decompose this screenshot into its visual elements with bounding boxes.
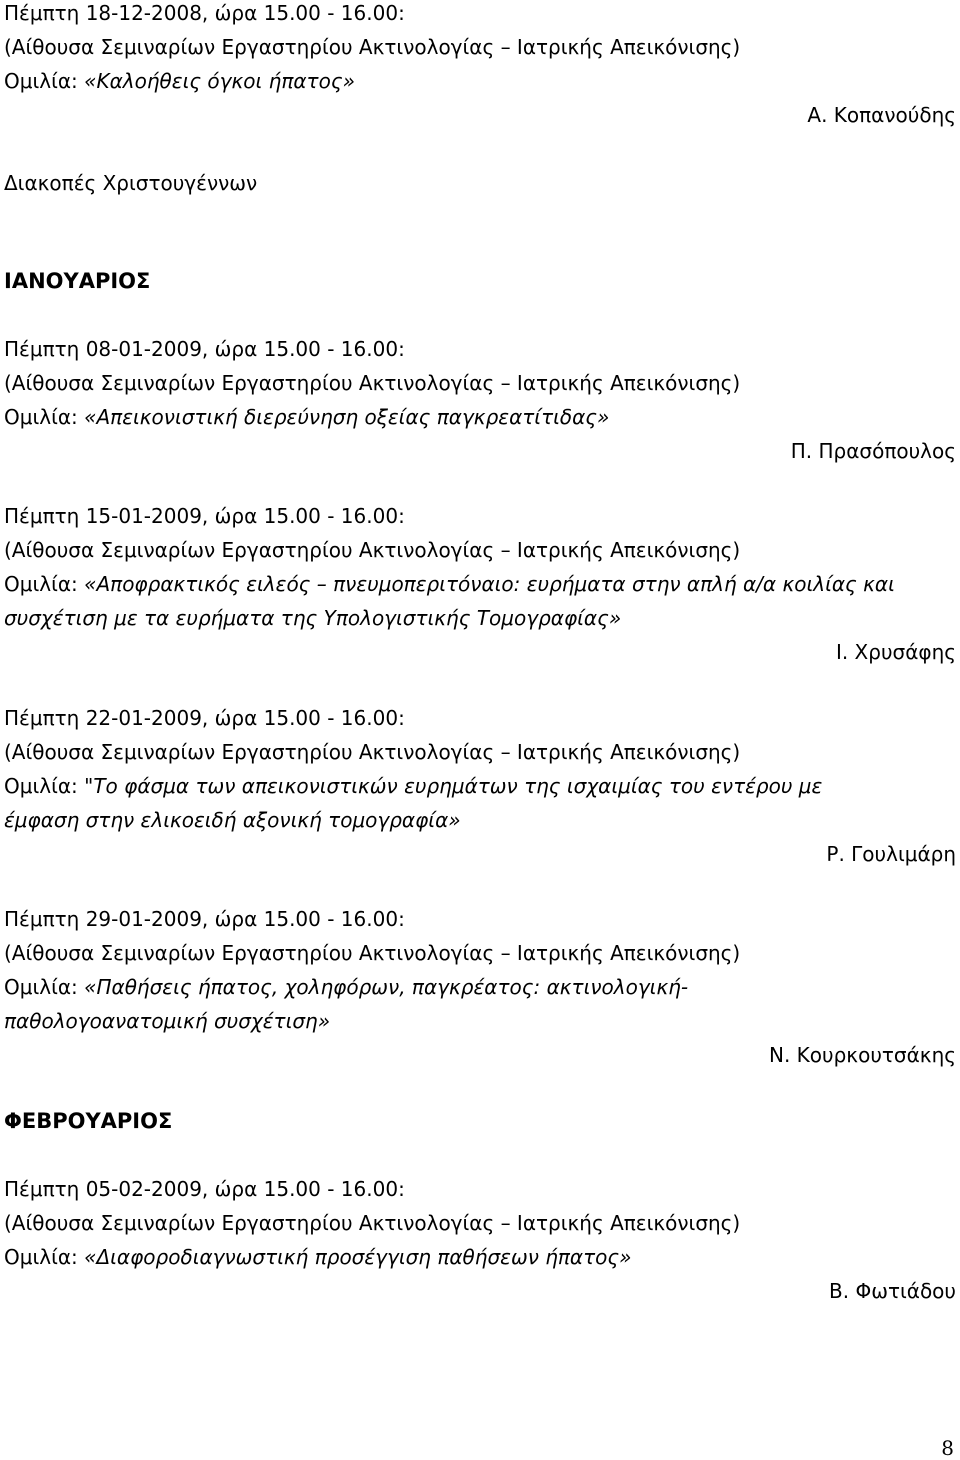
talk-title: «Καλοήθεις όγκοι ήπατος» xyxy=(84,69,355,93)
session-venue: (Αίθουσα Σεμιναρίων Εργαστηρίου Ακτινολογίας – Ιατρικής Απεικόνισης) xyxy=(4,371,741,395)
session-talk xyxy=(4,1244,631,1270)
talk-prefix: Ομιλία: xyxy=(4,69,85,93)
session-date: Πέμπτη 18-12-2008, ώρα 15.00 - 16.00: xyxy=(4,1,405,25)
session-speaker: Π. Πρασόπουλος xyxy=(790,439,956,463)
session-venue: (Αίθουσα Σεμιναρίων Εργαστηρίου Ακτινολογίας – Ιατρικής Απεικόνισης) xyxy=(4,740,741,764)
talk-prefix: Ομιλία: xyxy=(4,774,85,798)
session-venue: (Αίθουσα Σεμιναρίων Εργαστηρίου Ακτινολογίας – Ιατρικής Απεικόνισης) xyxy=(4,538,741,562)
holiday-notice: Διακοπές Χριστουγέννων xyxy=(4,171,258,195)
talk-title: «Απεικονιστική διερεύνηση οξείας παγκρεατίτιδας» xyxy=(84,405,610,429)
session-talk xyxy=(4,974,688,1000)
session-date: Πέμπτη 15-01-2009, ώρα 15.00 - 16.00: xyxy=(4,504,405,528)
session-speaker: Ρ. Γουλιμάρη xyxy=(826,842,956,866)
session-talk xyxy=(4,571,895,597)
talk-title: «Διαφοροδιαγνωστική προσέγγιση παθήσεων ήπατος» xyxy=(84,1245,632,1269)
session-date: Πέμπτη 29-01-2009, ώρα 15.00 - 16.00: xyxy=(4,907,405,931)
session-speaker: Β. Φωτιάδου xyxy=(829,1279,956,1303)
page-number: 8 xyxy=(941,1436,954,1460)
talk-title-continued: έμφαση στην ελικοειδή αξονική τομογραφία» xyxy=(4,808,461,832)
talk-prefix: Ομιλία: xyxy=(4,1245,85,1269)
month-heading-january: ΙΑΝΟΥΑΡΙΟΣ xyxy=(4,269,151,293)
talk-title: "Το φάσμα των απεικονιστικών ευρημάτων της ισχαιμίας του εντέρου με xyxy=(84,774,823,798)
talk-prefix: Ομιλία: xyxy=(4,572,85,596)
session-talk xyxy=(4,404,609,430)
talk-title: «Αποφρακτικός ειλεός – πνευμοπεριτόναιο: ευρήματα στην απλή α/α κοιλίας και xyxy=(84,572,895,596)
talk-title-continued: παθολογοανατομική συσχέτιση» xyxy=(4,1009,331,1033)
talk-prefix: Ομιλία: xyxy=(4,405,85,429)
session-talk xyxy=(4,68,355,94)
session-date: Πέμπτη 22-01-2009, ώρα 15.00 - 16.00: xyxy=(4,706,405,730)
month-heading-february: ΦΕΒΡΟΥΑΡΙΟΣ xyxy=(4,1109,173,1133)
session-date: Πέμπτη 05-02-2009, ώρα 15.00 - 16.00: xyxy=(4,1177,405,1201)
talk-title: «Παθήσεις ήπατος, χοληφόρων, παγκρέατος: ακτινολογική- xyxy=(84,975,689,999)
session-venue: (Αίθουσα Σεμιναρίων Εργαστηρίου Ακτινολογίας – Ιατρικής Απεικόνισης) xyxy=(4,1211,741,1235)
session-talk xyxy=(4,773,822,799)
session-date: Πέμπτη 08-01-2009, ώρα 15.00 - 16.00: xyxy=(4,337,405,361)
session-speaker: Ι. Χρυσάφης xyxy=(835,640,956,664)
session-speaker: Ν. Κουρκουτσάκης xyxy=(769,1043,956,1067)
talk-title-continued: συσχέτιση με τα ευρήματα της Υπολογιστικής Τομογραφίας» xyxy=(4,606,622,630)
session-venue: (Αίθουσα Σεμιναρίων Εργαστηρίου Ακτινολογίας – Ιατρικής Απεικόνισης) xyxy=(4,35,741,59)
talk-prefix: Ομιλία: xyxy=(4,975,85,999)
session-venue: (Αίθουσα Σεμιναρίων Εργαστηρίου Ακτινολογίας – Ιατρικής Απεικόνισης) xyxy=(4,941,741,965)
session-speaker: Α. Κοπανούδης xyxy=(807,103,956,127)
